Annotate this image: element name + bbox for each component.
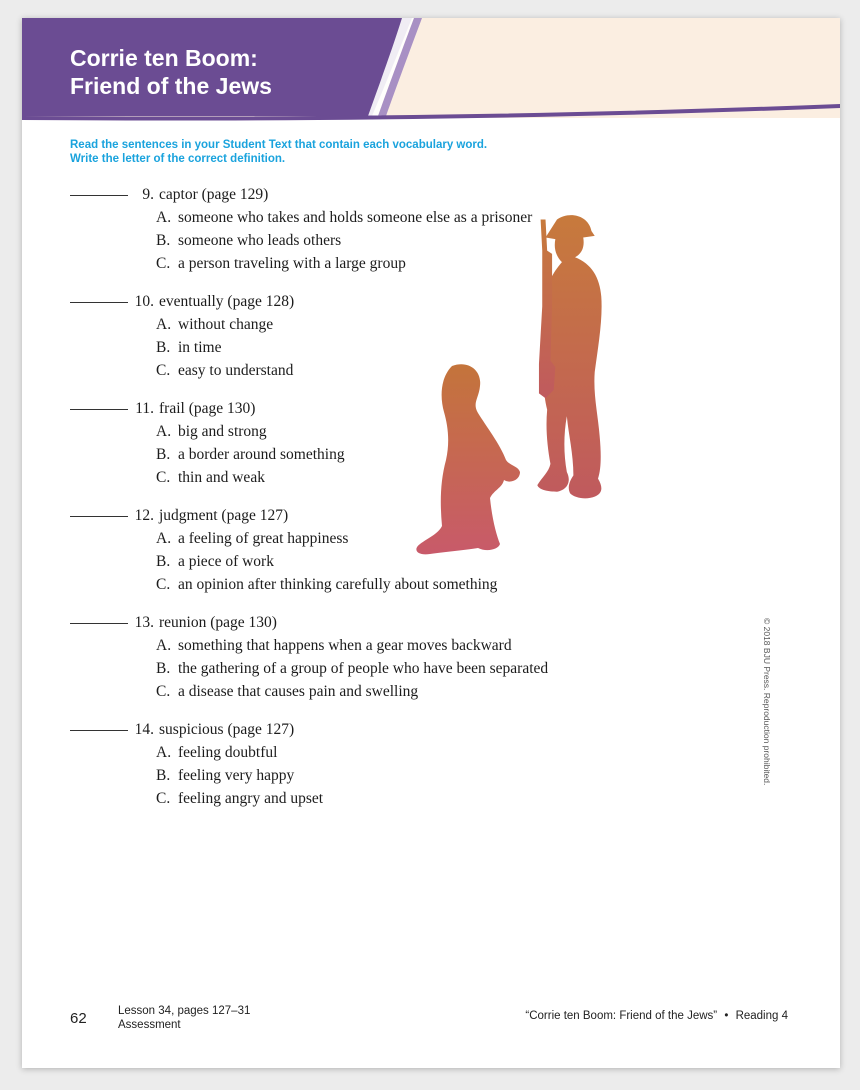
definition-option [70,316,548,339]
vocabulary-word: eventually (page 128) [159,293,295,310]
answer-blank[interactable] [70,516,128,517]
option-text: without change [178,316,274,333]
definition-option [70,232,548,255]
definition-option [70,255,548,278]
question-line [70,614,548,637]
question-line [70,507,548,530]
question-line [70,721,548,744]
option-letter: C. [156,576,171,593]
option-letter: A. [156,530,172,547]
definition-option [70,660,548,683]
reading-title: “Corrie ten Boom: Friend of the Jews” [525,1010,718,1022]
question-number: 9. [142,186,154,203]
question-4 [70,507,548,599]
instructions-line-2: Write the letter of the correct definition. [70,153,286,165]
worksheet-page [22,18,840,1068]
option-letter: C. [156,790,171,807]
definition-option [70,790,548,813]
question-1 [70,186,548,278]
option-letter: C. [156,683,171,700]
vocabulary-word: suspicious (page 127) [159,721,295,738]
definition-option [70,209,548,232]
question-number: 13. [134,614,154,631]
option-letter: A. [156,423,172,440]
definition-option [70,362,548,385]
copyright-notice [760,618,774,788]
option-text: thin and weak [178,469,265,486]
question-line [70,186,548,209]
option-text: someone who takes and holds someone else as a prisoner [178,209,533,226]
option-text: in time [178,339,222,356]
option-text: feeling very happy [178,767,295,784]
vocabulary-word: reunion (page 130) [159,614,277,631]
definition-option [70,423,548,446]
definition-option [70,767,548,790]
vocabulary-word: frail (page 130) [159,400,256,417]
option-text: something that happens when a gear moves backward [178,637,512,654]
answer-blank[interactable] [70,195,128,196]
option-text: a disease that causes pain and swelling [178,683,419,700]
definition-option [70,446,548,469]
definition-option [70,744,548,767]
option-letter: B. [156,660,171,677]
option-text: feeling angry and upset [178,790,324,807]
option-letter: B. [156,232,171,249]
option-text: someone who leads others [178,232,342,249]
vocabulary-word: captor (page 129) [159,186,269,203]
answer-blank[interactable] [70,730,128,731]
option-letter: C. [156,255,171,272]
footer-separator: • [724,1010,729,1022]
option-letter: B. [156,553,171,570]
option-letter: C. [156,469,171,486]
question-5 [70,614,548,706]
option-text: a piece of work [178,553,274,570]
option-text: easy to understand [178,362,294,379]
question-line [70,293,548,316]
option-text: a feeling of great happiness [178,530,349,547]
definition-option [70,683,548,706]
lesson-line-2: Assessment [118,1019,181,1031]
vocabulary-word: judgment (page 127) [159,507,289,524]
page-title [70,44,272,100]
instructions-line-1: Read the sentences in your Student Text that contain each vocabulary word. [70,139,488,151]
question-line [70,400,548,423]
vocabulary-questions [70,186,548,828]
question-2 [70,293,548,385]
lesson-line-1: Lesson 34, pages 127–31 [118,1005,251,1017]
copyright-text: © 2018 BJU Press. Reproduction prohibited. [762,618,772,786]
question-6 [70,721,548,813]
reading-label: Reading 4 [735,1010,788,1022]
lesson-info [118,1004,250,1032]
option-letter: B. [156,446,171,463]
reading-info [525,1010,788,1022]
definition-option [70,469,548,492]
option-text: an opinion after thinking carefully about something [178,576,498,593]
option-text: feeling doubtful [178,744,278,761]
option-letter: B. [156,767,171,784]
option-letter: B. [156,339,171,356]
option-letter: C. [156,362,171,379]
option-letter: A. [156,209,172,226]
option-letter: A. [156,744,172,761]
answer-blank[interactable] [70,409,128,410]
definition-option [70,637,548,660]
definition-option [70,553,548,576]
question-3 [70,400,548,492]
question-number: 10. [134,293,154,310]
option-text: a border around something [178,446,345,463]
definition-option [70,576,548,599]
answer-blank[interactable] [70,302,128,303]
question-number: 12. [134,507,154,524]
instructions [70,138,487,166]
page-number: 62 [70,1010,87,1027]
option-letter: A. [156,316,172,333]
title-line-1: Corrie ten Boom: [70,45,258,71]
option-text: big and strong [178,423,267,440]
definition-option [70,339,548,362]
definition-option [70,530,548,553]
question-number: 11. [135,400,154,417]
option-text: a person traveling with a large group [178,255,406,272]
option-letter: A. [156,637,172,654]
option-text: the gathering of a group of people who have been separated [178,660,549,677]
title-line-2: Friend of the Jews [70,73,272,99]
answer-blank[interactable] [70,623,128,624]
question-number: 14. [134,721,154,738]
